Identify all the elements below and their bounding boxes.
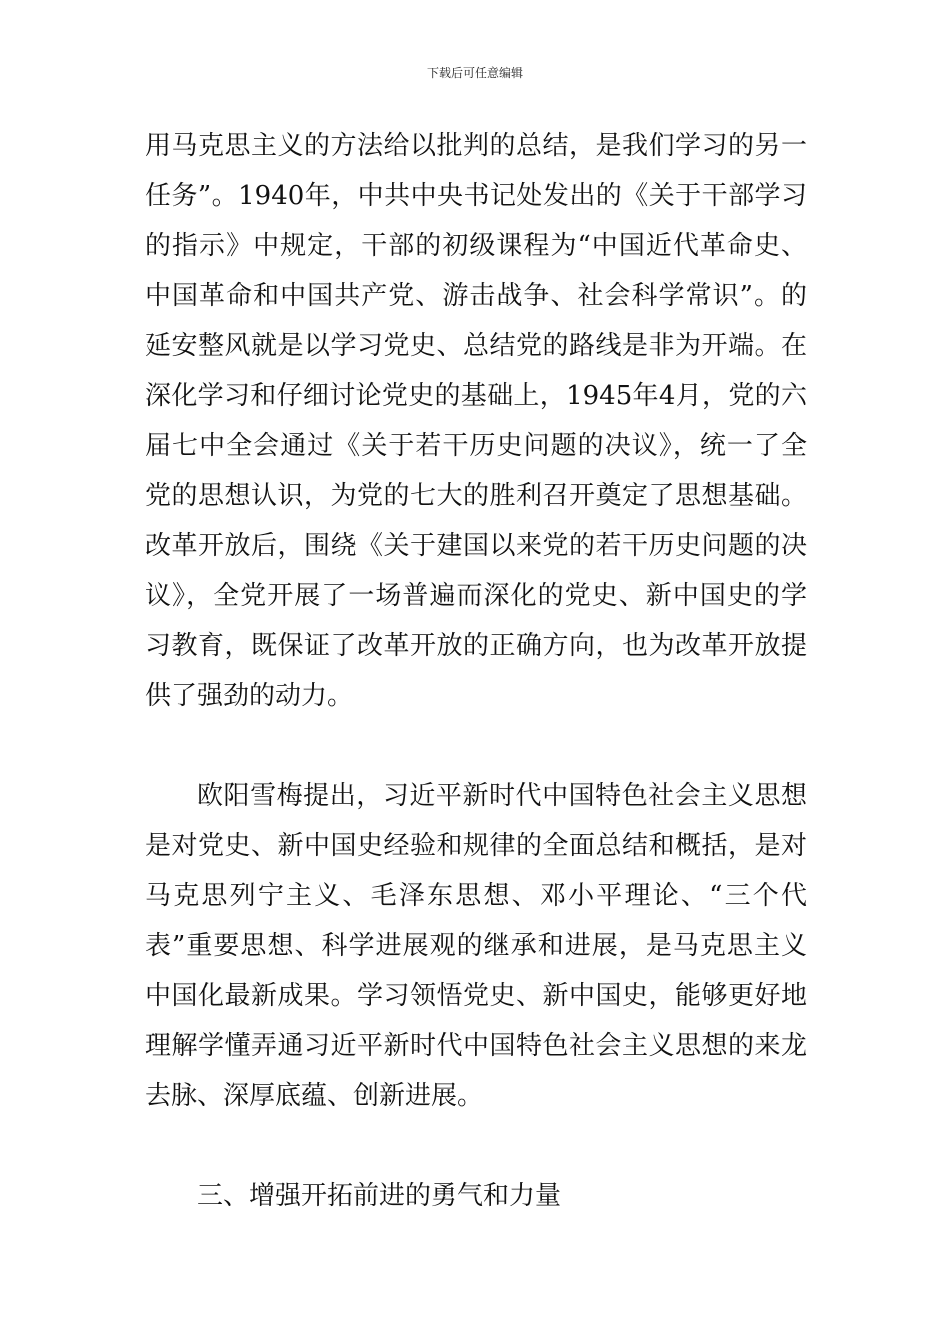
document-body	[145, 121, 807, 1221]
section-heading: 三、增强开拓前进的勇气和力量	[197, 1181, 562, 1211]
page-header: 下载后可任意编辑	[426, 66, 523, 80]
paragraph-2: 欧阳雪梅提出，习近平新时代中国特色社会主义思想是对党史、新中国史经验和规律的全面总结和概括，是对马克思列宁主义、毛泽东思想、邓小平理论、“三个代表”重要思想、科学进展观的继承和进展，是马克思主义中国化最新成果。学习领悟党史、新中国史，能够更好地理解学懂弄通习近平新时代中国特色社会主义思想的来龙去脉、深厚底蕴、创新进展。	[145, 781, 807, 1111]
paragraph-1: 用马克思主义的方法给以批判的总结，是我们学习的另一任务”。1940年，中共中央书记处发出的《关于干部学习的指示》中规定，干部的初级课程为“中国近代革命史、中国革命和中国共产党、游击战争、社会科学常识”。的延安整风就是以学习党史、总结党的路线是非为开端。在深化学习和仔细讨论党史的基础上，1945年4月，党的六届七中全会通过《关于若干历史问题的决议》，统一了全党的思想认识，为党的七大的胜利召开奠定了思想基础。改革开放后，围绕《关于建国以来党的若干历史问题的决议》，全党开展了一场普遍而深化的党史、新中国史的学习教育，既保证了改革开放的正确方向，也为改革开放提供了强劲的动力。	[145, 131, 807, 711]
